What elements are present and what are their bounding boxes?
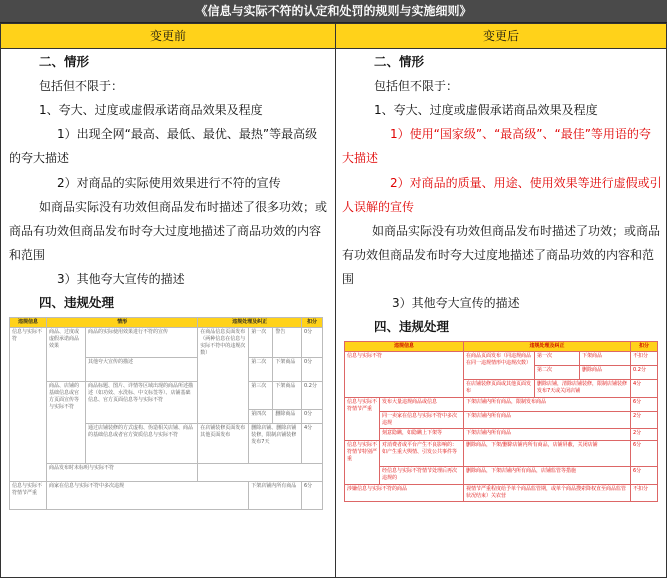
section-heading-cases-after: 二、情形: [374, 54, 425, 69]
sub-item-3-after: 3）其他夸大宣传的描述: [392, 296, 520, 310]
th-case: 情形: [47, 318, 198, 328]
th-info: 违规信息: [10, 318, 47, 328]
cell-c3c: 6分: [631, 467, 658, 485]
cell-d2: 视情节严重程度给予单个商品监管期，或单个商品搜索降权直至商品监管状况结束）关农营: [463, 485, 630, 502]
intro-text-after: 包括但不限于：: [374, 79, 459, 93]
cell-c3b: 删除商品，下架店铺内所有商品，店铺监管等措施: [463, 467, 630, 485]
example-paragraph-after: 如商品实际没有功效但商品发布时描述了功效；或商品有功效但商品发布时夸大过度地描述了商品功效的内容和范围: [342, 224, 661, 286]
cell-s2: 0分: [302, 358, 323, 382]
cell-sub: 商品、店铺的基础信息或官方页面宣传等与实际不符: [47, 382, 86, 464]
sub-item-1: 1）出现全网“最高、最低、最优、最热”等最高级的夸大描述: [9, 127, 318, 165]
cell-c1: 信息与实际不符情节特别严重: [345, 441, 380, 485]
cell-b3: 同一卖家在信息与实际不符中多次违规: [380, 412, 464, 429]
cell-d1: 涉嫌信息与实际不符的商品: [345, 485, 464, 502]
cell-proc-1: 在商品信息页面发布（两种信息在信息与实际不符中的违规次数）: [198, 328, 249, 424]
cell-c2c: 6分: [631, 441, 658, 467]
document-title: 《信息与实际不符的认定和处罚的规则与实施细则》: [0, 0, 667, 23]
section-heading-penalty-after: 四、违规处理: [374, 319, 450, 334]
cell-s1: 0分: [302, 328, 323, 358]
cell-a3b: 下架商品: [579, 352, 630, 366]
cell-r3: 第三次: [249, 382, 273, 410]
cell-s6: 6分: [302, 482, 323, 510]
cell-info-2: 信息与实际不符情节严重: [10, 482, 47, 510]
cell-proc-2: 在店铺装修页面发布其他页面发布: [198, 424, 249, 464]
item-exaggeration: 1、夸大、过度或虚假承诺商品效果及程度: [39, 103, 263, 117]
cell-s5: 4分: [302, 424, 323, 464]
cell-d3: 不扣分: [631, 485, 658, 502]
cell-sub-2: 商品标题、图片、详情等区域出现的商品所述描述（如功效、水洗标、中文标签等）、店铺基础信息、官方页面信息等与实际不符: [86, 382, 198, 424]
cell-proc-3: 下架店铺内所有商品: [249, 482, 302, 510]
penalty-table-after: [344, 341, 658, 502]
sub-item-2-after: 2）对商品的质量、用途、使用效果等进行虚假或引人误解的宣传: [342, 176, 662, 214]
cell-a4: 第二次: [534, 366, 579, 380]
cell-b2b: 下架店铺内所有商品，限制发布商品: [463, 398, 630, 412]
cell-a5b: 删除店铺，清除店铺装修，限制店铺装修发布7天或关闭店铺: [534, 380, 630, 398]
after-column: [336, 49, 667, 578]
th-process-after: 违规处理及纠正: [463, 342, 630, 352]
cell-sub-3: 通过店铺装修的方式虚构、伪造相关店铺、商品的基础信息或者官方资质信息与实际不符: [86, 424, 198, 464]
column-header-before: 变更前: [0, 23, 336, 49]
penalty-table-before: [9, 317, 323, 510]
th-process: 违规处理及纠正: [198, 318, 302, 328]
cell-b4c: 2分: [631, 429, 658, 441]
cell-c2b: 删除商品，下架/删除店铺内所有商品，店铺屏蔽，关闭店铺: [463, 441, 630, 467]
column-header-after: 变更后: [336, 23, 667, 49]
cell-b2: 发布大量违规商品或信息: [380, 398, 464, 412]
item-exaggeration-after: 1、夸大、过度或虚假承诺商品效果及程度: [374, 103, 598, 117]
before-column: [0, 49, 336, 578]
sub-item-3: 3）其他夸大宣传的描述: [57, 272, 185, 286]
sub-item-2: 2）对商品的实际使用效果进行不符的宣传: [57, 176, 281, 190]
cell-info-1: 信息与实际不符: [10, 328, 47, 482]
cell-a4b: 删除商品: [579, 366, 630, 380]
cell-r1b: 警告: [273, 328, 302, 358]
intro-text: 包括但不限于：: [39, 79, 124, 93]
sub-item-1-after: 1）使用“国家级”、“最高级”、“最佳”等用语的夸大描述: [342, 127, 651, 165]
cell-c3: 经信息与实际不符情节处理后再次违规的: [380, 467, 464, 485]
cell-a5c: 4分: [631, 380, 658, 398]
section-heading-cases: 二、情形: [39, 54, 90, 69]
cell-r4b: 删除商品: [273, 410, 302, 424]
cell-b4b: 下架店铺内所有商品: [463, 429, 630, 441]
cell-case-2: 商家在信息与实际不符中多次违规: [47, 482, 249, 510]
th-score: 扣分: [302, 318, 323, 328]
cell-case-1: 商品、过度或虚假承诺商品效果: [47, 328, 86, 382]
cell-a1: 信息与实际不符: [345, 352, 464, 398]
example-paragraph: 如商品实际没有功效但商品发布时描述了很多功效；或商品有功效但商品发布时夸大过度地描述了商品功效的内容和范围: [9, 200, 328, 262]
cell-c2: 对消费者或平台产生不良影响的：如产生重大舆情、引发公共事件等: [380, 441, 464, 467]
cell-r2b: 下架商品: [273, 358, 302, 382]
cell-s4: 0分: [302, 410, 323, 424]
cell-r1: 第一次: [249, 328, 273, 358]
cell-a2: 在商品页面发布（同违规商品在同一违规情形中违规次数）: [463, 352, 534, 380]
th-info-after: 违规信息: [345, 342, 464, 352]
cell-b3c: 2分: [631, 412, 658, 429]
cell-proc-2b: 删除店铺、删除店铺装修，限制店铺装修发布7天: [249, 424, 302, 464]
cell-desc-1: 商品的实际使用效果进行不符的宣传: [86, 328, 198, 358]
cell-b4: 刻意隐瞒，如隐瞒上下架等: [380, 429, 464, 441]
cell-r3b: 下架商品: [273, 382, 302, 410]
cell-desc-1b: 其他夸大宣传的描述: [86, 358, 198, 382]
cell-a5: 在店铺装修页面或其他页面发布: [463, 380, 534, 398]
th-score-after: 扣分: [631, 342, 658, 352]
cell-r2: 第二次: [249, 358, 273, 382]
cell-a4c: 0.2分: [631, 366, 658, 380]
cell-s3: 0.2分: [302, 382, 323, 410]
cell-a3c: 不扣分: [631, 352, 658, 366]
cell-sub-4: 商品发布时未标明与实际不符: [47, 464, 198, 482]
cell-b2c: 6分: [631, 398, 658, 412]
cell-r4: 第四次: [249, 410, 273, 424]
section-heading-penalty: 四、违规处理: [39, 295, 115, 310]
cell-b1: 信息与实际不符情节严重: [345, 398, 380, 441]
cell-b3b: 下架店铺内所有商品: [463, 412, 630, 429]
cell-a3: 第一次: [534, 352, 579, 366]
